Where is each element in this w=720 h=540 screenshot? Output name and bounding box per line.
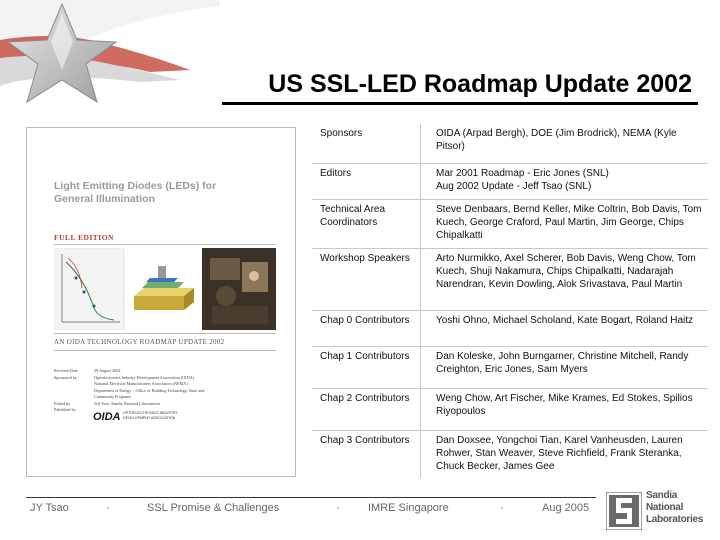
cover-divider — [54, 244, 276, 245]
cover-title: Light Emitting Diodes (LEDs) for General Illumination — [54, 180, 217, 205]
footer-topic: SSL Promise & Challenges — [147, 502, 280, 514]
title-underline — [222, 102, 698, 105]
cover-divider — [54, 333, 276, 334]
table-row — [312, 200, 708, 249]
footer-author: JY Tsao — [30, 502, 69, 514]
sandia-logo-line: Laboratories — [646, 514, 703, 525]
oida-logo-subtitle: OPTOELECTRONICS INDUSTRY DEVELOPMENT ASSOCIATION — [123, 411, 178, 420]
contributors-table — [312, 124, 708, 478]
row-role: Chap 0 Contributors — [320, 315, 410, 326]
sandia-logo-line: Sandia — [646, 490, 677, 501]
sandia-logo — [606, 490, 716, 532]
roadmap-document-cover — [26, 127, 296, 477]
table-row — [312, 431, 708, 478]
cover-field: Edited by Jeff Tsao, Sandia National Laboratories — [54, 400, 161, 406]
table-row — [312, 164, 708, 200]
footer-date: Aug 2005 — [542, 502, 590, 514]
cover-illustrations — [54, 248, 276, 330]
oida-logo: OIDA — [93, 411, 121, 423]
row-names: Dan Koleske, John Burngarner, Christine Mitchell, Randy Creighton, Eric Jones, Sam Myers — [436, 351, 689, 375]
cover-field: Department of Energy – Office of Building Technology, State and — [94, 387, 205, 393]
sandia-logo-line: National — [646, 502, 684, 513]
footer-separator: · — [336, 502, 340, 514]
row-names: Yoshi Ohno, Michael Scholand, Kate Bogart, Roland Haitz — [436, 315, 694, 326]
row-role: Technical Area Coordinators — [320, 204, 386, 228]
star-flag-logo — [0, 0, 220, 110]
row-names: Steve Denbaars, Bernd Keller, Mike Coltrin, Bob Davis, Tom Kuech, George Craford, Paul Martin, Jim George, Chips Chipalkatti — [436, 204, 702, 241]
cover-field: Published by — [54, 407, 76, 412]
cover-field: Revision Date 29 August 2002 — [54, 368, 121, 373]
slide-title: US SSL-LED Roadmap Update 2002 — [268, 70, 692, 98]
row-role: Editors — [320, 168, 352, 179]
cover-edition: FULL EDITION — [54, 233, 114, 242]
table-row — [312, 249, 708, 311]
cover-divider — [54, 350, 276, 351]
row-names: Mar 2001 Roadmap - Eric Jones (SNL) Aug 2002 Update - Jeff Tsao (SNL) — [436, 168, 609, 192]
sandia-thunderbird-icon — [606, 492, 642, 530]
row-role: Workshop Speakers — [320, 253, 410, 264]
table-row — [312, 124, 708, 164]
row-names: Dan Doxsee, Yongchoi Tian, Karel Vanheusden, Lauren Rohwer, Stan Weaver, Steve Richfield, Frank Steranka, Chuck Becker, James Gee — [436, 435, 683, 472]
footer-divider — [26, 497, 596, 498]
footer-separator: · — [106, 502, 110, 514]
row-role: Chap 2 Contributors — [320, 393, 410, 404]
table-row — [312, 311, 708, 347]
cover-update-label: AN OIDA TECHNOLOGY ROADMAP UPDATE 2002 — [54, 338, 225, 346]
row-names: Arto Nurmikko, Axel Scherer, Bob Davis, Weng Chow, Tom Kuech, Shuji Nakamura, Chips Chipalkatti, Nadarajah Narendran, Kevin Dowling, Alok Srivastava, Paul Martin — [436, 253, 696, 290]
table-row — [312, 389, 708, 431]
row-role: Chap 3 Contributors — [320, 435, 410, 446]
row-role: Chap 1 Contributors — [320, 351, 410, 362]
cover-field: Sponsored by Optoelectronics Industry Development Association (OIDA) — [54, 374, 195, 380]
table-row — [312, 347, 708, 389]
cover-field: National Electrical Manufacturers Association (NEMA) — [94, 381, 188, 386]
row-names: Weng Chow, Art Fischer, Mike Krames, Ed Stokes, Spilios Riyopoulos — [436, 393, 693, 417]
row-role: Sponsors — [320, 128, 363, 139]
row-names: OIDA (Arpad Bergh), DOE (Jim Brodrick), NEMA (Kyle Pitsor) — [436, 128, 677, 152]
footer-separator: · — [500, 502, 504, 514]
cover-metadata — [54, 368, 284, 414]
footer-venue: IMRE Singapore — [368, 502, 449, 514]
cover-field: Community Programs — [94, 394, 132, 399]
